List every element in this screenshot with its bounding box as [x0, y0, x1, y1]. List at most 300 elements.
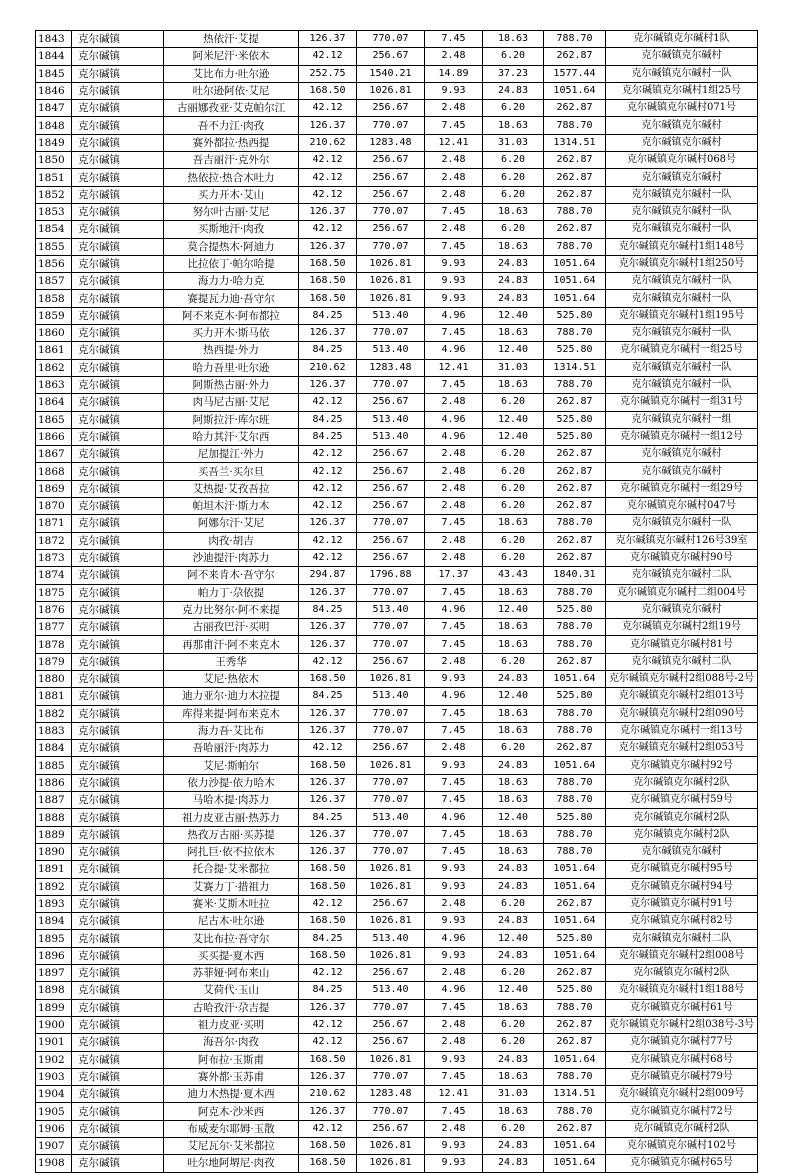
value-a-cell: 210.62: [299, 1086, 357, 1103]
value-c-cell: 2.48: [425, 169, 483, 186]
total-cell: 1051.64: [544, 273, 606, 290]
town-cell: 克尔碱镇: [72, 203, 164, 220]
row-number-cell: 1903: [36, 1068, 72, 1085]
value-a-cell: 126.37: [299, 238, 357, 255]
value-b-cell: 256.67: [357, 480, 425, 497]
value-a-cell: 126.37: [299, 792, 357, 809]
total-cell: 1577.44: [544, 65, 606, 82]
value-a-cell: 84.25: [299, 411, 357, 428]
value-c-cell: 4.96: [425, 307, 483, 324]
value-a-cell: 84.25: [299, 428, 357, 445]
value-a-cell: 42.12: [299, 169, 357, 186]
table-row: [36, 169, 758, 186]
address-cell: 克尔碱镇克尔碱村2组088号-2号: [606, 670, 758, 687]
value-d-cell: 18.63: [483, 376, 544, 393]
name-cell: 买力开木·斯马依: [164, 325, 299, 342]
town-cell: 克尔碱镇: [72, 567, 164, 584]
name-cell: 克力比努尔·阿不来提: [164, 601, 299, 618]
row-number-cell: 1873: [36, 549, 72, 566]
value-a-cell: 210.62: [299, 134, 357, 151]
value-d-cell: 24.83: [483, 273, 544, 290]
address-cell: 克尔碱镇克尔碱村一组: [606, 411, 758, 428]
table-row: [36, 359, 758, 376]
table-row: [36, 1051, 758, 1068]
value-c-cell: 2.48: [425, 186, 483, 203]
town-cell: 克尔碱镇: [72, 601, 164, 618]
name-cell: 艾尼·斯帕尔: [164, 757, 299, 774]
row-number-cell: 1852: [36, 186, 72, 203]
table-row: [36, 411, 758, 428]
value-a-cell: 126.37: [299, 376, 357, 393]
address-cell: 克尔碱镇克尔碱村72号: [606, 1103, 758, 1120]
table-row: [36, 792, 758, 809]
total-cell: 788.70: [544, 515, 606, 532]
value-b-cell: 1026.81: [357, 1051, 425, 1068]
total-cell: 788.70: [544, 1068, 606, 1085]
name-cell: 肉孜·胡吉: [164, 532, 299, 549]
table-row: [36, 878, 758, 895]
value-a-cell: 168.50: [299, 757, 357, 774]
row-number-cell: 1858: [36, 290, 72, 307]
value-c-cell: 7.45: [425, 31, 483, 48]
row-number-cell: 1905: [36, 1103, 72, 1120]
value-d-cell: 18.63: [483, 1068, 544, 1085]
value-d-cell: 6.20: [483, 463, 544, 480]
name-cell: 阿克木·沙米西: [164, 1103, 299, 1120]
town-cell: 克尔碱镇: [72, 221, 164, 238]
row-number-cell: 1851: [36, 169, 72, 186]
value-c-cell: 7.45: [425, 325, 483, 342]
name-cell: 尼加提江·外力: [164, 446, 299, 463]
town-cell: 克尔碱镇: [72, 1103, 164, 1120]
name-cell: 托合提·艾米都拉: [164, 861, 299, 878]
value-a-cell: 42.12: [299, 152, 357, 169]
total-cell: 1314.51: [544, 359, 606, 376]
address-cell: 克尔碱镇克尔碱村61号: [606, 999, 758, 1016]
value-b-cell: 1026.81: [357, 757, 425, 774]
value-a-cell: 84.25: [299, 982, 357, 999]
address-cell: 克尔碱镇克尔碱村2组053号: [606, 740, 758, 757]
value-c-cell: 7.45: [425, 774, 483, 791]
table-row: [36, 203, 758, 220]
value-d-cell: 24.83: [483, 290, 544, 307]
total-cell: 1051.64: [544, 82, 606, 99]
name-cell: 苏菲娅·阿布来山: [164, 965, 299, 982]
total-cell: 1051.64: [544, 1051, 606, 1068]
value-c-cell: 9.93: [425, 1138, 483, 1155]
address-cell: 克尔碱镇克尔碱村2组090号: [606, 705, 758, 722]
row-number-cell: 1871: [36, 515, 72, 532]
row-number-cell: 1872: [36, 532, 72, 549]
town-cell: 克尔碱镇: [72, 965, 164, 982]
total-cell: 262.87: [544, 1120, 606, 1137]
value-d-cell: 6.20: [483, 186, 544, 203]
value-a-cell: 126.37: [299, 584, 357, 601]
value-c-cell: 4.96: [425, 688, 483, 705]
address-cell: 克尔碱镇克尔碱村一组31号: [606, 394, 758, 411]
name-cell: 阿斯拉汗·库尔班: [164, 411, 299, 428]
town-cell: 克尔碱镇: [72, 152, 164, 169]
value-b-cell: 256.67: [357, 740, 425, 757]
table-row: [36, 636, 758, 653]
table-row: [36, 722, 758, 739]
table-row: [36, 273, 758, 290]
value-a-cell: 42.12: [299, 740, 357, 757]
town-cell: 克尔碱镇: [72, 325, 164, 342]
value-d-cell: 37.23: [483, 65, 544, 82]
value-c-cell: 9.93: [425, 82, 483, 99]
name-cell: 艾赛力丁·措祖力: [164, 878, 299, 895]
value-b-cell: 256.67: [357, 653, 425, 670]
value-d-cell: 6.20: [483, 965, 544, 982]
name-cell: 艾尼·热依木: [164, 670, 299, 687]
table-row: [36, 48, 758, 65]
name-cell: 阿扎巨·依不拉依木: [164, 843, 299, 860]
value-d-cell: 31.03: [483, 1086, 544, 1103]
table-row: [36, 134, 758, 151]
value-a-cell: 168.50: [299, 947, 357, 964]
value-d-cell: 31.03: [483, 134, 544, 151]
address-cell: 克尔碱镇克尔碱村一组13号: [606, 722, 758, 739]
value-a-cell: 126.37: [299, 843, 357, 860]
table-row: [36, 307, 758, 324]
value-c-cell: 7.45: [425, 203, 483, 220]
value-d-cell: 6.20: [483, 446, 544, 463]
value-a-cell: 168.50: [299, 1138, 357, 1155]
address-cell: 克尔碱镇克尔碱村一队: [606, 273, 758, 290]
table-row: [36, 999, 758, 1016]
value-d-cell: 18.63: [483, 636, 544, 653]
data-table: [35, 30, 758, 1173]
address-cell: 克尔碱镇克尔碱村2队: [606, 774, 758, 791]
value-c-cell: 9.93: [425, 255, 483, 272]
table-row: [36, 1138, 758, 1155]
town-cell: 克尔碱镇: [72, 411, 164, 428]
table-row: [36, 515, 758, 532]
total-cell: 262.87: [544, 48, 606, 65]
table-row: [36, 982, 758, 999]
value-d-cell: 6.20: [483, 498, 544, 515]
value-c-cell: 4.96: [425, 982, 483, 999]
value-c-cell: 9.93: [425, 1051, 483, 1068]
total-cell: 788.70: [544, 376, 606, 393]
address-cell: 克尔碱镇克尔碱村2队: [606, 965, 758, 982]
address-cell: 克尔碱镇克尔碱村1组148号: [606, 238, 758, 255]
total-cell: 1051.64: [544, 1155, 606, 1172]
value-c-cell: 2.48: [425, 1016, 483, 1033]
value-a-cell: 168.50: [299, 290, 357, 307]
total-cell: 1051.64: [544, 947, 606, 964]
town-cell: 克尔碱镇: [72, 65, 164, 82]
value-b-cell: 513.40: [357, 809, 425, 826]
value-b-cell: 770.07: [357, 584, 425, 601]
value-a-cell: 252.75: [299, 65, 357, 82]
address-cell: 克尔碱镇克尔碱村一队: [606, 376, 758, 393]
value-c-cell: 7.45: [425, 1103, 483, 1120]
value-d-cell: 24.83: [483, 947, 544, 964]
name-cell: 买力开木·艾山: [164, 186, 299, 203]
town-cell: 克尔碱镇: [72, 376, 164, 393]
name-cell: 赛提瓦力迪·吾守尔: [164, 290, 299, 307]
table-row: [36, 1034, 758, 1051]
total-cell: 1051.64: [544, 1138, 606, 1155]
total-cell: 525.80: [544, 411, 606, 428]
value-a-cell: 84.25: [299, 342, 357, 359]
value-a-cell: 126.37: [299, 203, 357, 220]
row-number-cell: 1908: [36, 1155, 72, 1172]
name-cell: 沙迪提汗·肉苏力: [164, 549, 299, 566]
total-cell: 1051.64: [544, 290, 606, 307]
row-number-cell: 1843: [36, 31, 72, 48]
name-cell: 阿不来肯木·吾守尔: [164, 567, 299, 584]
row-number-cell: 1889: [36, 826, 72, 843]
value-b-cell: 256.67: [357, 1120, 425, 1137]
value-a-cell: 42.12: [299, 186, 357, 203]
row-number-cell: 1850: [36, 152, 72, 169]
value-d-cell: 18.63: [483, 515, 544, 532]
address-cell: 克尔碱镇克尔碱村79号: [606, 1068, 758, 1085]
town-cell: 克尔碱镇: [72, 273, 164, 290]
value-a-cell: 168.50: [299, 273, 357, 290]
row-number-cell: 1874: [36, 567, 72, 584]
row-number-cell: 1901: [36, 1034, 72, 1051]
value-b-cell: 513.40: [357, 982, 425, 999]
value-d-cell: 12.40: [483, 688, 544, 705]
value-d-cell: 18.63: [483, 999, 544, 1016]
total-cell: 262.87: [544, 221, 606, 238]
value-c-cell: 7.45: [425, 843, 483, 860]
town-cell: 克尔碱镇: [72, 843, 164, 860]
value-b-cell: 770.07: [357, 31, 425, 48]
address-cell: 克尔碱镇克尔碱村2队: [606, 809, 758, 826]
total-cell: 525.80: [544, 307, 606, 324]
row-number-cell: 1868: [36, 463, 72, 480]
total-cell: 1051.64: [544, 757, 606, 774]
value-a-cell: 126.37: [299, 999, 357, 1016]
address-cell: 克尔碱镇克尔碱村: [606, 463, 758, 480]
name-cell: 赛外都拉·热西提: [164, 134, 299, 151]
value-c-cell: 2.48: [425, 653, 483, 670]
value-d-cell: 24.83: [483, 757, 544, 774]
name-cell: 阿不来克木·阿布都拉: [164, 307, 299, 324]
value-c-cell: 2.48: [425, 463, 483, 480]
table-row: [36, 31, 758, 48]
value-c-cell: 4.96: [425, 930, 483, 947]
value-b-cell: 513.40: [357, 601, 425, 618]
total-cell: 1051.64: [544, 670, 606, 687]
value-a-cell: 168.50: [299, 82, 357, 99]
address-cell: 克尔碱镇克尔碱村92号: [606, 757, 758, 774]
value-b-cell: 1026.81: [357, 947, 425, 964]
row-number-cell: 1888: [36, 809, 72, 826]
value-a-cell: 42.12: [299, 532, 357, 549]
name-cell: 吾哈丽汗·肉苏力: [164, 740, 299, 757]
value-a-cell: 168.50: [299, 878, 357, 895]
address-cell: 克尔碱镇克尔碱村91号: [606, 895, 758, 912]
table-row: [36, 100, 758, 117]
town-cell: 克尔碱镇: [72, 1155, 164, 1172]
town-cell: 克尔碱镇: [72, 636, 164, 653]
total-cell: 262.87: [544, 549, 606, 566]
row-number-cell: 1876: [36, 601, 72, 618]
value-d-cell: 6.20: [483, 480, 544, 497]
row-number-cell: 1890: [36, 843, 72, 860]
total-cell: 788.70: [544, 843, 606, 860]
row-number-cell: 1847: [36, 100, 72, 117]
name-cell: 海力力·哈力克: [164, 273, 299, 290]
town-cell: 克尔碱镇: [72, 584, 164, 601]
table-row: [36, 861, 758, 878]
value-a-cell: 42.12: [299, 394, 357, 411]
total-cell: 788.70: [544, 774, 606, 791]
table-row: [36, 895, 758, 912]
total-cell: 1051.64: [544, 255, 606, 272]
row-number-cell: 1884: [36, 740, 72, 757]
value-b-cell: 770.07: [357, 792, 425, 809]
value-b-cell: 770.07: [357, 722, 425, 739]
value-d-cell: 24.83: [483, 861, 544, 878]
name-cell: 依力沙提·依力哈木: [164, 774, 299, 791]
name-cell: 艾比布力·吐尔逊: [164, 65, 299, 82]
address-cell: 克尔碱镇克尔碱村65号: [606, 1155, 758, 1172]
town-cell: 克尔碱镇: [72, 913, 164, 930]
address-cell: 克尔碱镇克尔碱村1组25号: [606, 82, 758, 99]
value-c-cell: 4.96: [425, 601, 483, 618]
address-cell: 克尔碱镇克尔碱村2组19号: [606, 619, 758, 636]
value-d-cell: 24.83: [483, 82, 544, 99]
name-cell: 吐尔逊阿依·艾尼: [164, 82, 299, 99]
table-row: [36, 1155, 758, 1172]
town-cell: 克尔碱镇: [72, 792, 164, 809]
address-cell: 克尔碱镇克尔碱村68号: [606, 1051, 758, 1068]
value-b-cell: 256.67: [357, 895, 425, 912]
value-c-cell: 2.48: [425, 446, 483, 463]
row-number-cell: 1862: [36, 359, 72, 376]
value-a-cell: 84.25: [299, 930, 357, 947]
value-a-cell: 126.37: [299, 722, 357, 739]
row-number-cell: 1887: [36, 792, 72, 809]
value-c-cell: 7.45: [425, 705, 483, 722]
town-cell: 克尔碱镇: [72, 1034, 164, 1051]
address-cell: 克尔碱镇克尔碱村77号: [606, 1034, 758, 1051]
value-d-cell: 31.03: [483, 359, 544, 376]
address-cell: 克尔碱镇克尔碱村: [606, 843, 758, 860]
address-cell: 克尔碱镇克尔碱村90号: [606, 549, 758, 566]
row-number-cell: 1859: [36, 307, 72, 324]
row-number-cell: 1886: [36, 774, 72, 791]
value-a-cell: 42.12: [299, 895, 357, 912]
town-cell: 克尔碱镇: [72, 947, 164, 964]
table-row: [36, 601, 758, 618]
address-cell: 克尔碱镇克尔碱村94号: [606, 878, 758, 895]
name-cell: 肉马尼古丽·艾尼: [164, 394, 299, 411]
value-b-cell: 256.67: [357, 549, 425, 566]
total-cell: 1051.64: [544, 861, 606, 878]
value-a-cell: 126.37: [299, 515, 357, 532]
value-c-cell: 9.93: [425, 290, 483, 307]
name-cell: 比拉依丁·帕尔哈提: [164, 255, 299, 272]
value-b-cell: 770.07: [357, 1103, 425, 1120]
value-b-cell: 513.40: [357, 307, 425, 324]
value-d-cell: 6.20: [483, 740, 544, 757]
town-cell: 克尔碱镇: [72, 861, 164, 878]
row-number-cell: 1848: [36, 117, 72, 134]
value-d-cell: 12.40: [483, 307, 544, 324]
value-d-cell: 18.63: [483, 722, 544, 739]
town-cell: 克尔碱镇: [72, 515, 164, 532]
value-c-cell: 9.93: [425, 757, 483, 774]
town-cell: 克尔碱镇: [72, 498, 164, 515]
value-d-cell: 6.20: [483, 532, 544, 549]
total-cell: 262.87: [544, 532, 606, 549]
table-row: [36, 1086, 758, 1103]
table-row: [36, 117, 758, 134]
address-cell: 克尔碱镇克尔碱村: [606, 169, 758, 186]
row-number-cell: 1897: [36, 965, 72, 982]
total-cell: 1314.51: [544, 1086, 606, 1103]
town-cell: 克尔碱镇: [72, 169, 164, 186]
value-b-cell: 770.07: [357, 117, 425, 134]
row-number-cell: 1846: [36, 82, 72, 99]
total-cell: 1314.51: [544, 134, 606, 151]
value-a-cell: 126.37: [299, 1068, 357, 1085]
value-a-cell: 42.12: [299, 498, 357, 515]
value-d-cell: 24.83: [483, 255, 544, 272]
value-a-cell: 126.37: [299, 636, 357, 653]
address-cell: 克尔碱镇克尔碱村: [606, 601, 758, 618]
total-cell: 262.87: [544, 463, 606, 480]
value-b-cell: 256.67: [357, 186, 425, 203]
value-c-cell: 2.48: [425, 48, 483, 65]
town-cell: 克尔碱镇: [72, 774, 164, 791]
value-c-cell: 2.48: [425, 498, 483, 515]
row-number-cell: 1899: [36, 999, 72, 1016]
total-cell: 788.70: [544, 31, 606, 48]
value-d-cell: 12.40: [483, 428, 544, 445]
value-b-cell: 1026.81: [357, 255, 425, 272]
town-cell: 克尔碱镇: [72, 82, 164, 99]
value-b-cell: 513.40: [357, 342, 425, 359]
row-number-cell: 1896: [36, 947, 72, 964]
value-c-cell: 2.48: [425, 740, 483, 757]
value-d-cell: 6.20: [483, 169, 544, 186]
address-cell: 克尔碱镇克尔碱村一队: [606, 325, 758, 342]
total-cell: 525.80: [544, 342, 606, 359]
value-d-cell: 24.83: [483, 1155, 544, 1172]
value-b-cell: 256.67: [357, 965, 425, 982]
value-b-cell: 1026.81: [357, 82, 425, 99]
value-b-cell: 256.67: [357, 100, 425, 117]
address-cell: 克尔碱镇克尔碱村: [606, 117, 758, 134]
value-b-cell: 1796.88: [357, 567, 425, 584]
value-d-cell: 12.40: [483, 342, 544, 359]
table-row: [36, 1068, 758, 1085]
value-b-cell: 1026.81: [357, 670, 425, 687]
table-row: [36, 757, 758, 774]
row-number-cell: 1879: [36, 653, 72, 670]
town-cell: 克尔碱镇: [72, 982, 164, 999]
name-cell: 帕坦木汗·斯力木: [164, 498, 299, 515]
value-d-cell: 24.83: [483, 878, 544, 895]
row-number-cell: 1880: [36, 670, 72, 687]
address-cell: 克尔碱镇克尔碱村一队: [606, 65, 758, 82]
value-c-cell: 7.45: [425, 999, 483, 1016]
total-cell: 525.80: [544, 809, 606, 826]
value-b-cell: 256.67: [357, 48, 425, 65]
name-cell: 迪力亚尔·迪力木拉提: [164, 688, 299, 705]
row-number-cell: 1856: [36, 255, 72, 272]
name-cell: 尼古木·吐尔逊: [164, 913, 299, 930]
